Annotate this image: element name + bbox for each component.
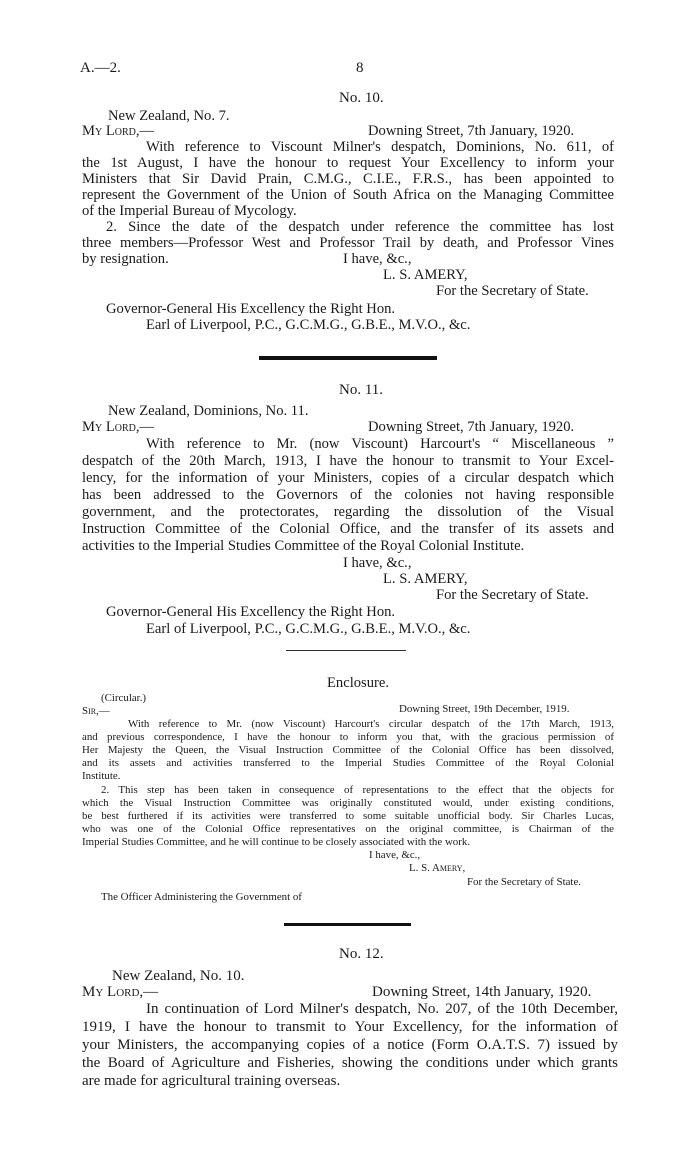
body-line: Imperial Studies Committee, and he will continue to be closely associated with the work. — [82, 836, 471, 848]
body-line: three members—Professor West and Professor Trail by death, and Professor Vines — [82, 235, 614, 251]
address-date: Downing Street, 7th January, 1920. — [368, 123, 575, 139]
signature-role: For the Secretary of State. — [467, 876, 582, 888]
section-divider — [284, 923, 411, 926]
body-line: activities to the Imperial Studies Committee of the Royal Colonial Institute. — [82, 538, 525, 554]
circular-label: (Circular.) — [101, 692, 147, 704]
addressee-line: The Officer Administering the Government of — [101, 891, 302, 903]
body-line: of the Imperial Bureau of Mycology. — [82, 203, 297, 219]
signature: L. S. AMERY, — [383, 571, 468, 587]
body-line: who was one of the Colonial Office representatives on the original committee, is Chairman of the — [82, 823, 614, 835]
signature: L. S. Amery, — [409, 862, 466, 874]
body-line: by resignation. — [82, 251, 169, 267]
salutation: My Lord,— — [82, 123, 155, 139]
body-line: 2. Since the date of the despatch under reference the committee has lost — [106, 219, 614, 235]
body-line: With reference to Mr. (now Viscount) Harcourt's “ Miscellaneous ” — [146, 436, 614, 452]
closing: I have, &c., — [369, 849, 421, 861]
letter-number: No. 12. — [339, 946, 384, 962]
letter-number: No. 11. — [339, 382, 384, 398]
body-line: 2. This step has been taken in consequence of representations to the effect that the objects for — [101, 784, 614, 796]
letter-reference: New Zealand, No. 10. — [112, 968, 245, 984]
body-line: and its assets and activities transferred to the Imperial Studies Committee of the Royal Colonial — [82, 757, 614, 769]
signature-role: For the Secretary of State. — [436, 283, 589, 299]
enclosure-title: Enclosure. — [327, 675, 390, 691]
address-date: Downing Street, 19th December, 1919. — [399, 703, 570, 715]
body-line: 1919, I have the honour to transmit to Your Excellency, for the information of — [82, 1019, 618, 1035]
addressee-line: Earl of Liverpool, P.C., G.C.M.G., G.B.E., M.V.O., &c. — [146, 621, 471, 637]
addressee-line: Earl of Liverpool, P.C., G.C.M.G., G.B.E., M.V.O., &c. — [146, 317, 471, 333]
body-line: are made for agricultural training overseas. — [82, 1073, 341, 1089]
salutation: My Lord,— — [82, 419, 155, 435]
body-line: which the Visual Instruction Committee was originally constituted would, under existing conditions, — [82, 797, 614, 809]
closing: I have, &c., — [343, 251, 412, 267]
body-line: With reference to Mr. (now Viscount) Harcourt's circular despatch of the 17th March, 1913, — [128, 718, 614, 730]
letter-reference: New Zealand, Dominions, No. 11. — [108, 403, 309, 419]
page-number: 8 — [356, 60, 364, 76]
signature-role: For the Secretary of State. — [436, 587, 589, 603]
body-line: the Board of Agriculture and Fisheries, showing the conditions under which grants — [82, 1055, 618, 1071]
address-date: Downing Street, 14th January, 1920. — [372, 984, 592, 1000]
body-line: lency, for the information of your Ministers, copies of a circular despatch which — [82, 470, 614, 486]
body-line: your Ministers, the accompanying copies of a notice (Form O.A.T.S. 7) issued by — [82, 1037, 618, 1053]
body-line: has been addressed to the Governors of the colonies not having responsible — [82, 487, 614, 503]
closing: I have, &c., — [343, 555, 412, 571]
letter-reference: New Zealand, No. 7. — [108, 108, 230, 124]
body-line: the 1st August, I have the honour to request Your Excellency to inform your — [82, 155, 614, 171]
addressee-line: Governor-General His Excellency the Right Hon. — [106, 604, 396, 620]
body-line: With reference to Viscount Milner's despatch, Dominions, No. 611, of — [146, 139, 614, 155]
body-line: Instruction Committee of the Colonial Office, and the transfer of its assets and — [82, 521, 614, 537]
body-line: Ministers that Sir David Prain, C.M.G., C.I.E., F.R.S., has been appointed to — [82, 171, 614, 187]
body-line: Her Majesty the Queen, the Visual Instruction Committee of the Colonial Office has been dissolved, — [82, 744, 614, 756]
salutation: Sir,— — [82, 705, 110, 717]
salutation: My Lord,— — [82, 984, 159, 1000]
letter-number: No. 10. — [339, 90, 384, 106]
body-line: despatch of the 20th March, 1913, I have the honour to transmit to Your Excel- — [82, 453, 614, 469]
body-line: government, and the protectorates, regarding the dissolution of the Visual — [82, 504, 614, 520]
series-code: A.—2. — [80, 60, 121, 76]
address-date: Downing Street, 7th January, 1920. — [368, 419, 575, 435]
body-line: be best furthered if its activities were transferred to some suitable unofficial body. Sir Charles Lucas, — [82, 810, 614, 822]
body-line: In continuation of Lord Milner's despatch, No. 207, of the 10th December, — [146, 1001, 618, 1017]
addressee-line: Governor-General His Excellency the Right Hon. — [106, 301, 396, 317]
section-divider — [259, 356, 437, 360]
signature: L. S. AMERY, — [383, 267, 468, 283]
section-divider — [286, 650, 406, 651]
body-line: and previous correspondence, I have the honour to inform you that, with the gracious permission of — [82, 731, 614, 743]
body-line: Institute. — [82, 770, 121, 782]
body-line: represent the Government of the Union of South Africa on the Managing Committee — [82, 187, 614, 203]
